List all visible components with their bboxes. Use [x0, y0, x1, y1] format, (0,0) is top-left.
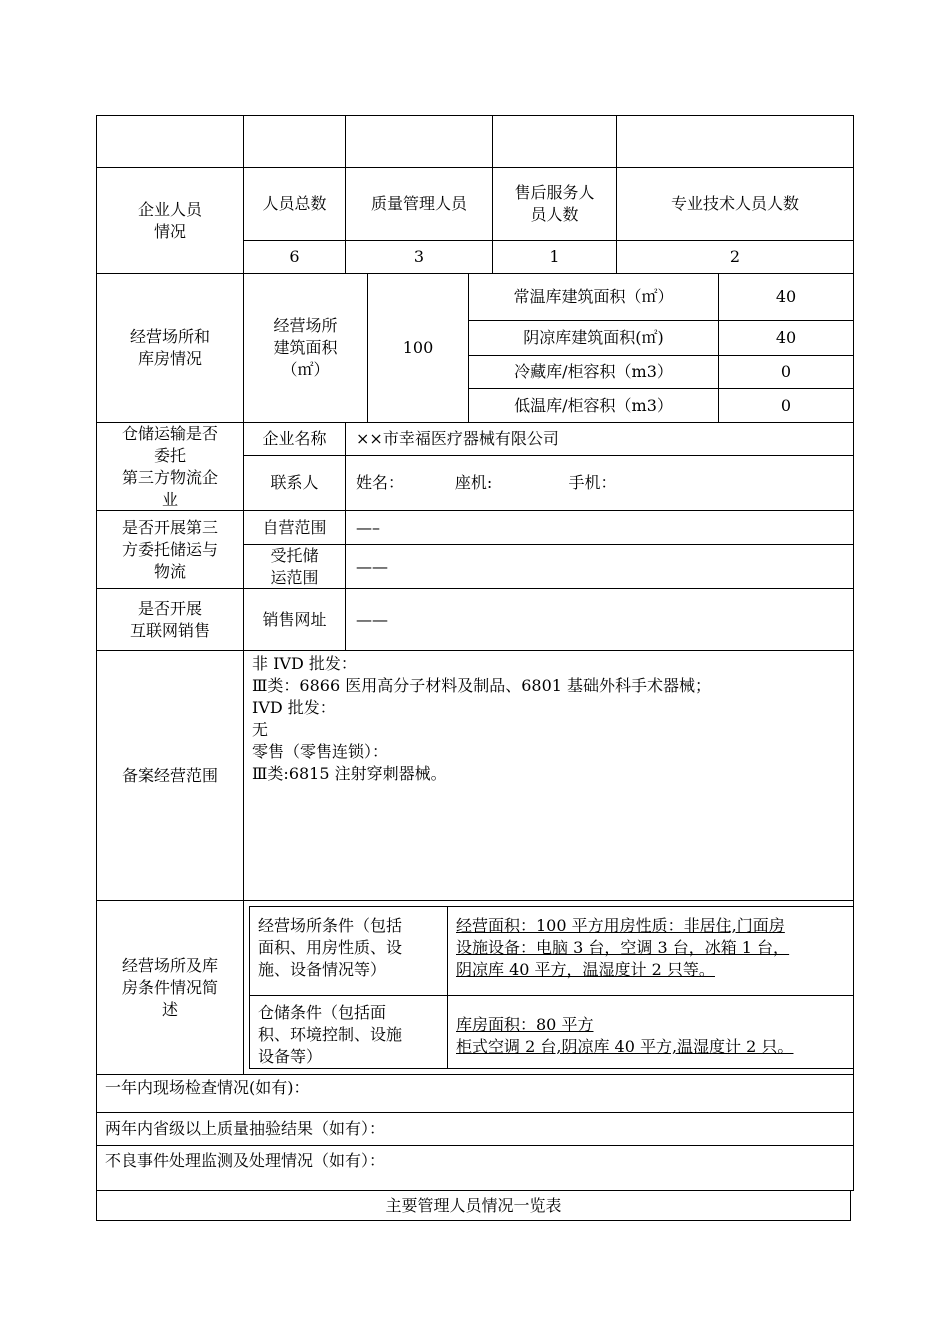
premises-row-label: 常温库建筑面积（㎡） [468, 273, 719, 321]
entrusted-scope-value: —— [345, 544, 854, 589]
building-area-value: 100 [367, 273, 469, 423]
premises-row-label: 阴凉库建筑面积(㎡) [468, 320, 719, 356]
self-scope-value: —– [345, 510, 854, 545]
top-empty-cell-5 [616, 115, 854, 168]
scope-line: IVD 批发： [252, 698, 336, 717]
summary-title: 主要管理人员情况一览表 [96, 1190, 851, 1221]
personnel-header-technical: 专业技术人员人数 [616, 167, 854, 241]
building-area-label: 经营场所 建筑面积 （㎡） [243, 273, 368, 423]
storage-condition-value [447, 995, 854, 1069]
premises-row-value: 40 [718, 273, 854, 321]
personnel-value-technical: 2 [616, 240, 854, 274]
premises-condition-line: 设施设备：电脑 3 台，空调 3 台，冰箱 1 台， [456, 938, 790, 957]
premises-row-value: 0 [718, 355, 854, 389]
personnel-header-total: 人员总数 [243, 167, 346, 241]
top-empty-cell-1 [96, 115, 244, 168]
personnel-value-quality: 3 [345, 240, 493, 274]
storage-condition-line: 柜式空调 2 台,阴凉库 40 平方,温湿度计 2 只。 [456, 1037, 794, 1056]
personnel-header-quality: 质量管理人员 [345, 167, 493, 241]
adverse-event-row: 不良事件处理监测及处理情况（如有）： [96, 1145, 854, 1191]
inspection-row: 一年内现场检查情况(如有)： [96, 1074, 854, 1113]
personnel-header-aftersales: 售后服务人 员人数 [492, 167, 617, 241]
personnel-value-aftersales: 1 [492, 240, 617, 274]
top-empty-cell-2 [243, 115, 346, 168]
scope-content [243, 650, 854, 901]
storage-condition-line: 库房面积：80 平方 [456, 1015, 594, 1034]
premises-condition-line: 经营面积：100 平方用房性质：非居住,门面房 [456, 916, 785, 935]
premises-row-value: 0 [718, 388, 854, 423]
top-empty-cell-4 [492, 115, 617, 168]
scope-line: 无 [252, 720, 269, 739]
online-section-label: 是否开展 互联网销售 [96, 588, 244, 651]
top-empty-cell-3 [345, 115, 493, 168]
entrusted-section-label: 是否开展第三 方委托储运与 物流 [96, 510, 244, 589]
premises-row-label: 冷藏库/柜容积（m3） [468, 355, 719, 389]
premises-condition-value [447, 906, 854, 996]
premises-section-label: 经营场所和 库房情况 [96, 273, 244, 423]
contact-label: 联系人 [243, 455, 346, 511]
premises-row-value: 40 [718, 320, 854, 356]
premises-condition-label: 经营场所条件（包括 面积、用房性质、设 施、设备情况等） [249, 906, 448, 996]
sampling-row: 两年内省级以上质量抽验结果（如有）： [96, 1112, 854, 1146]
company-name-label: 企业名称 [243, 422, 346, 456]
premises-row-label: 低温库/柜容积（m3） [468, 388, 719, 423]
contact-value: 姓名： 座机: 手机： [345, 455, 854, 511]
sales-url-value: —— [345, 588, 854, 651]
self-scope-label: 自营范围 [243, 510, 346, 545]
sales-url-label: 销售网址 [243, 588, 346, 651]
third-party-section-label: 仓储运输是否 委托 第三方物流企 业 [96, 422, 244, 511]
personnel-value-total: 6 [243, 240, 346, 274]
personnel-section-label: 企业人员 情况 [96, 167, 244, 274]
entrusted-scope-label: 受托储 运范围 [243, 544, 346, 589]
scope-line: Ⅲ类：6866 医用高分子材料及制品、6801 基础外科手术器械； [252, 676, 712, 695]
scope-line: 非 IVD 批发： [252, 654, 357, 673]
premises-condition-line: 阴凉库 40 平方，温湿度计 2 只等。 [456, 960, 715, 979]
scope-line: Ⅲ类:6815 注射穿刺器械。 [252, 764, 447, 783]
scope-line: 零售（零售连锁）： [252, 742, 389, 761]
storage-condition-label: 仓储条件（包括面 积、环境控制、设施 设备等） [249, 995, 448, 1069]
scope-section-label: 备案经营范围 [96, 650, 244, 901]
company-name-value: ××市幸福医疗器械有限公司 [345, 422, 854, 456]
conditions-section-label: 经营场所及库 房条件情况简 述 [96, 900, 244, 1075]
